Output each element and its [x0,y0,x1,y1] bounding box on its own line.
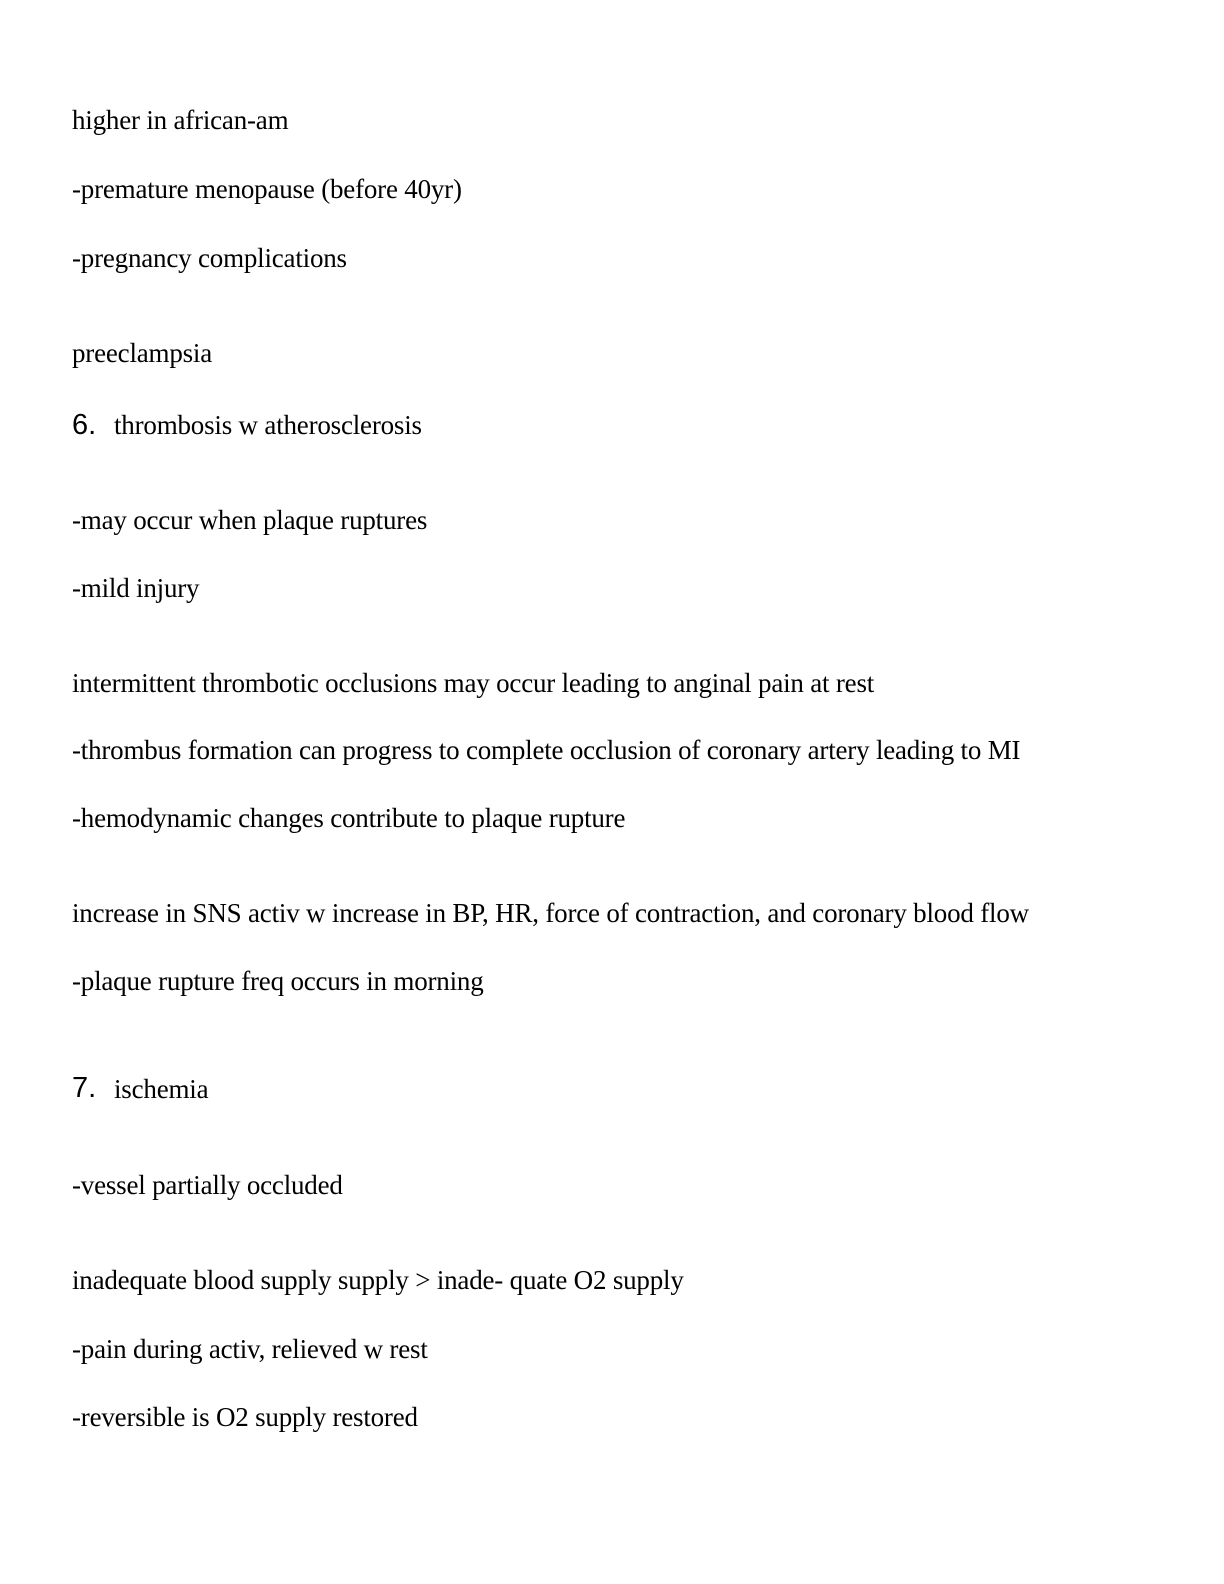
text-line: increase in SNS activ w increase in BP, HR, force of contraction, and coronary blood flow [72,898,1029,928]
text-line: -pain during activ, relieved w rest [72,1334,428,1364]
section-title: ischemia [114,1074,209,1104]
text-line: inadequate blood supply supply > inade- quate O2 supply [72,1265,684,1295]
text-line: -reversible is O2 supply restored [72,1402,418,1432]
text-line: higher in african-am [72,105,289,135]
text-line: -thrombus formation can progress to complete occlusion of coronary artery leading to MI [72,735,1021,765]
text-line: -plaque rupture freq occurs in morning [72,966,484,996]
text-line: -mild injury [72,573,200,603]
text-line: -premature menopause (before 40yr) [72,174,462,204]
text-line: -vessel partially occluded [72,1170,343,1200]
text-line: -may occur when plaque ruptures [72,505,428,535]
section-number: 6. [72,409,97,441]
text-line: intermittent thrombotic occlusions may occur leading to anginal pain at rest [72,668,875,698]
text-line: -pregnancy complications [72,243,347,273]
section-title: thrombosis w atherosclerosis [114,410,422,440]
text-line: preeclampsia [72,338,213,368]
section-number: 7. [72,1072,97,1104]
text-line: -hemodynamic changes contribute to plaque rupture [72,803,626,833]
